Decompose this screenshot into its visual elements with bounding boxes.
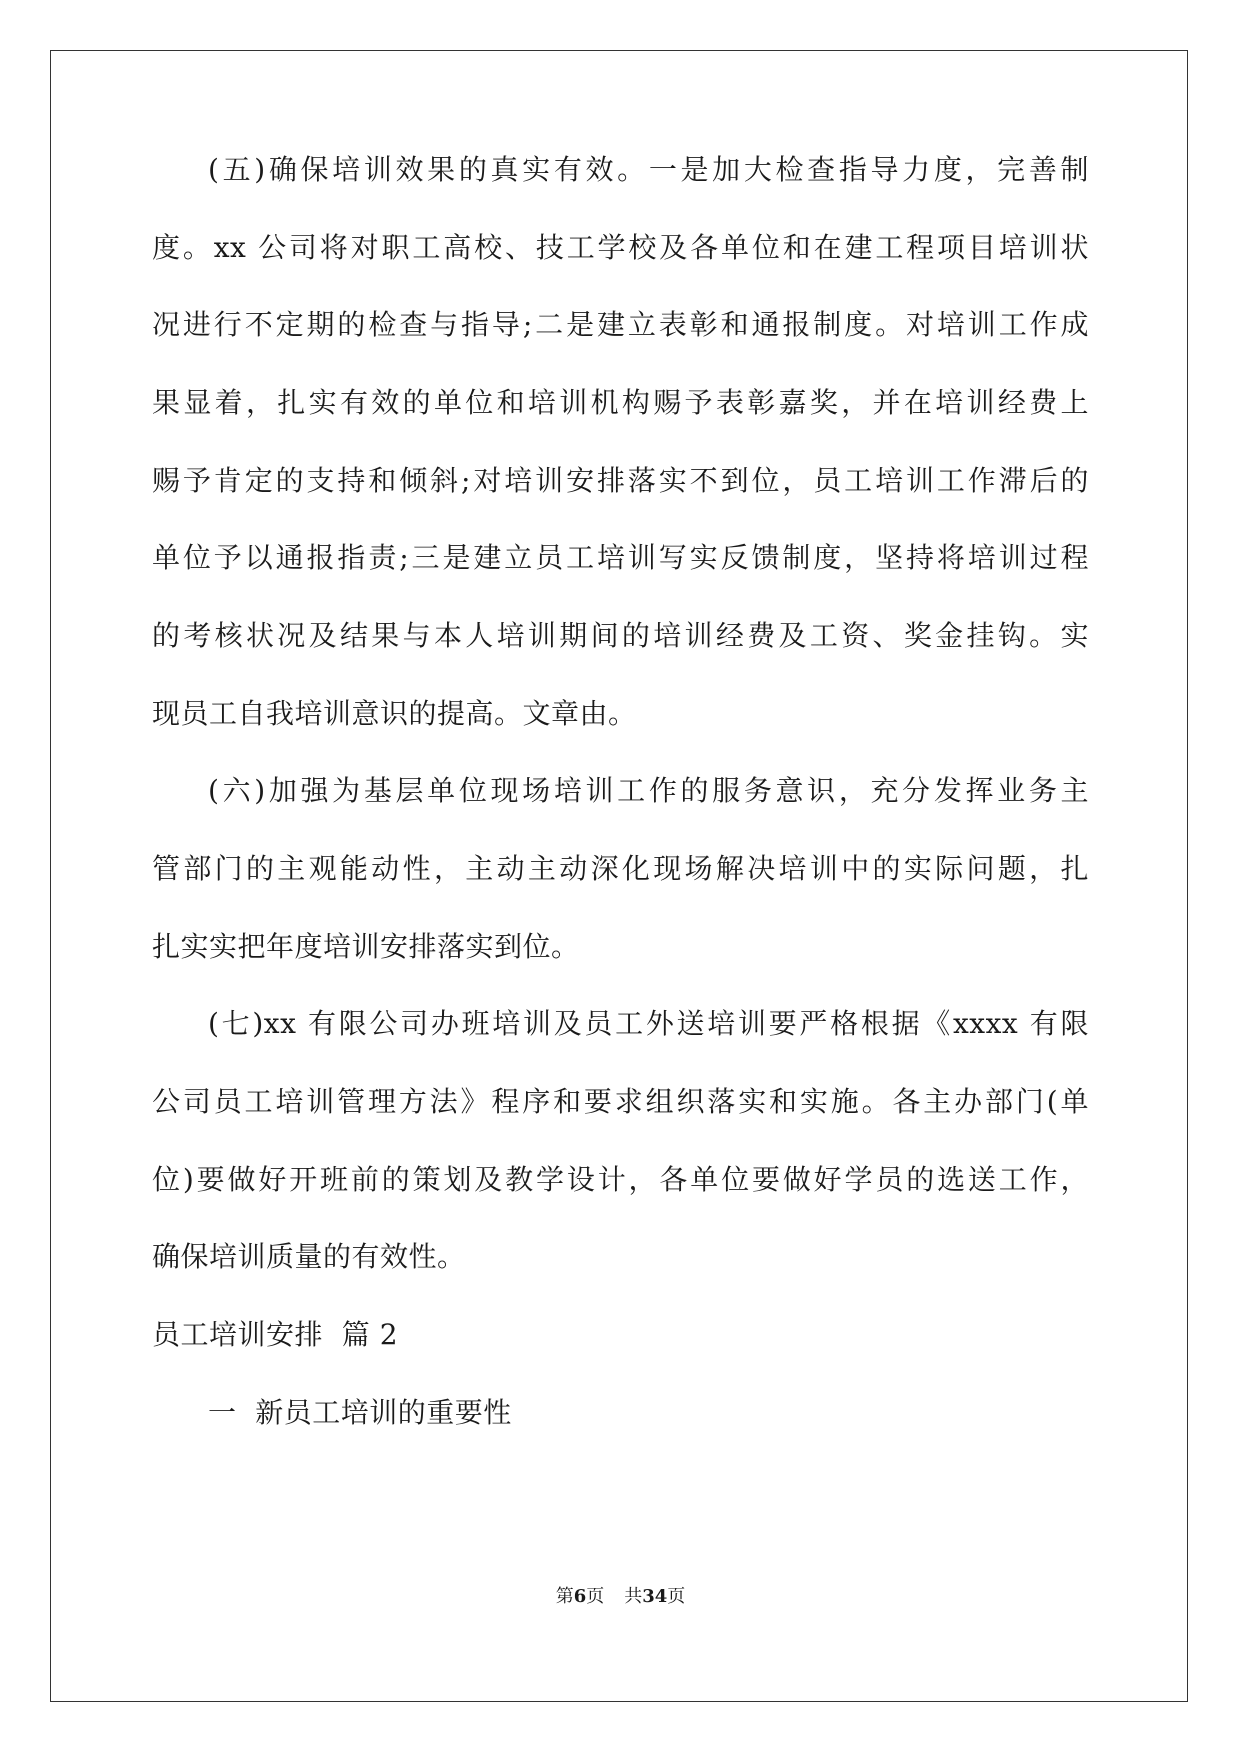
paragraph-line: 单位予以通报指责;三是建立员工培训写实反馈制度，坚持将培训过程 — [152, 541, 1089, 574]
paragraph-line: 果显着，扎实有效的单位和培训机构赐予表彰嘉奖，并在培训经费上 — [152, 386, 1089, 419]
paragraph-line: 管部门的主观能动性，主动主动深化现场解决培训中的实际问题，扎 — [152, 852, 1089, 885]
footer-prefix: 第 — [555, 1586, 574, 1607]
paragraph-line: 况进行不定期的检查与指导;二是建立表彰和通报制度。对培训工作成 — [152, 308, 1089, 341]
paragraph-line: (六)加强为基层单位现场培训工作的服务意识，充分发挥业务主 — [208, 774, 1089, 807]
current-page-number: 6 — [573, 1586, 587, 1607]
paragraph-line: (七)xx 有限公司办班培训及员工外送培训要严格根据《xxxx 有限 — [208, 1007, 1089, 1040]
paragraph-line: 现员工自我培训意识的提高。文章由。 — [152, 697, 637, 730]
paragraph-line: 赐予肯定的支持和倾斜;对培训安排落实不到位，员工培训工作滞后的 — [152, 464, 1089, 497]
paragraph-line: 公司员工培训管理方法》程序和要求组织落实和实施。各主办部门(单 — [152, 1085, 1089, 1118]
paragraph-line: 扎实实把年度培训安排落实到位。 — [152, 930, 580, 963]
paragraph-line: 度。xx 公司将对职工高校、技工学校及各单位和在建工程项目培训状 — [152, 231, 1089, 264]
paragraph-line: 确保培训质量的有效性。 — [152, 1240, 466, 1273]
footer-page-unit: 页 — [586, 1586, 605, 1607]
paragraph-line: (五)确保培训效果的真实有效。一是加大检查指导力度，完善制 — [208, 153, 1089, 186]
page-footer — [0, 1585, 1241, 1609]
paragraph-line: 位)要做好开班前的策划及教学设计，各单位要做好学员的选送工作， — [152, 1163, 1089, 1196]
section-heading: 员工培训安排 篇 2 — [152, 1318, 399, 1351]
subheading: 一 新员工培训的重要性 — [208, 1396, 512, 1429]
footer-total-unit: 页 — [667, 1586, 686, 1607]
paragraph-line: 的考核状况及结果与本人培训期间的培训经费及工资、奖金挂钩。实 — [152, 619, 1089, 652]
footer-total-prefix: 共 — [624, 1586, 643, 1607]
total-pages-number: 34 — [642, 1586, 668, 1607]
